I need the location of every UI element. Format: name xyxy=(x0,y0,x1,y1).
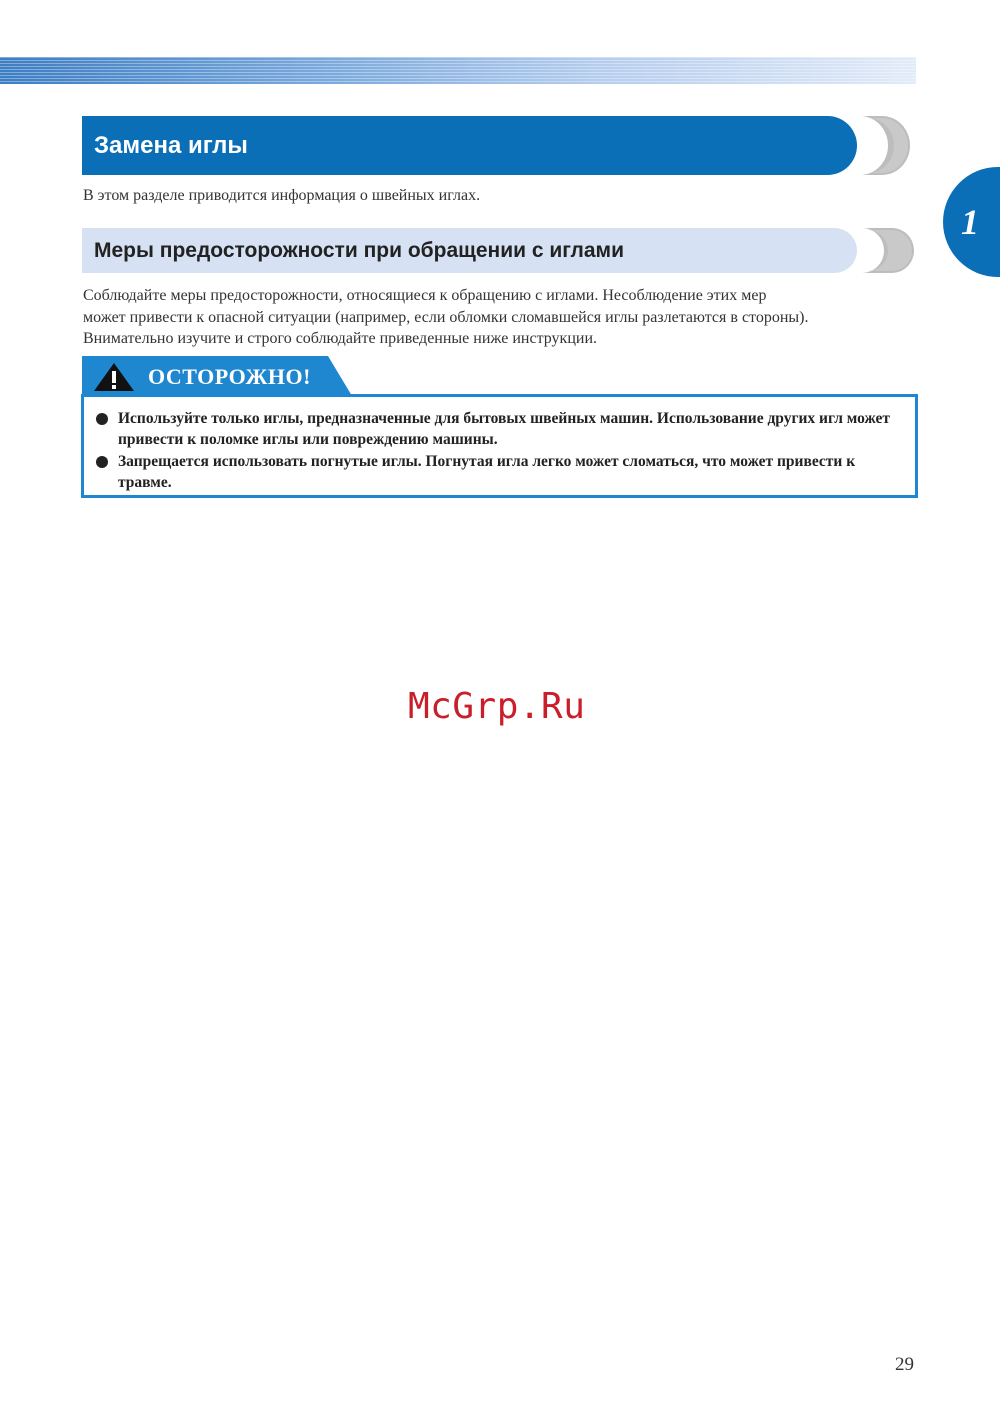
page-number: 29 xyxy=(895,1354,914,1375)
section-intro-text: В этом разделе приводится информация о швейных иглах. xyxy=(83,187,481,204)
paragraph-line: Соблюдайте меры предосторожности, относящиеся к обращению с иглами. Несоблюдение этих мер xyxy=(83,287,767,304)
caution-header-tab xyxy=(82,356,352,396)
caution-item-text: Используйте только иглы, предназначенные для бытовых швейных машин. Использование других игл может привести к поломке иглы или повреждению машины. xyxy=(118,410,891,448)
watermark-text: McGrp.Ru xyxy=(408,686,586,727)
caution-label: ОСТОРОЖНО! xyxy=(148,364,311,389)
paragraph-line: может привести к опасной ситуации (например, если обломки сломавшейся иглы разлетаются в стороны). xyxy=(83,308,809,326)
caution-box xyxy=(81,394,918,498)
warning-triangle-icon xyxy=(92,361,136,393)
subsection-title: Меры предосторожности при обращении с иглами xyxy=(82,228,857,273)
caution-item xyxy=(96,408,896,450)
chapter-number: 1 xyxy=(961,202,979,242)
section-title-cap-ornament xyxy=(860,116,916,175)
section-title: Замена иглы xyxy=(82,116,857,175)
bullet-icon xyxy=(96,413,108,425)
caution-item-text: Запрещается использовать погнутые иглы. Погнутая игла легко может сломаться, что может привести к травме. xyxy=(118,453,856,491)
caution-item xyxy=(96,451,896,493)
subsection-title-cap-ornament xyxy=(862,228,916,273)
bullet-icon xyxy=(96,456,108,468)
chapter-tab xyxy=(943,167,1000,277)
paragraph-line: Внимательно изучите и строго соблюдайте приведенные ниже инструкции. xyxy=(83,330,597,347)
header-gradient-band xyxy=(0,57,916,84)
precautions-paragraph xyxy=(83,285,923,350)
